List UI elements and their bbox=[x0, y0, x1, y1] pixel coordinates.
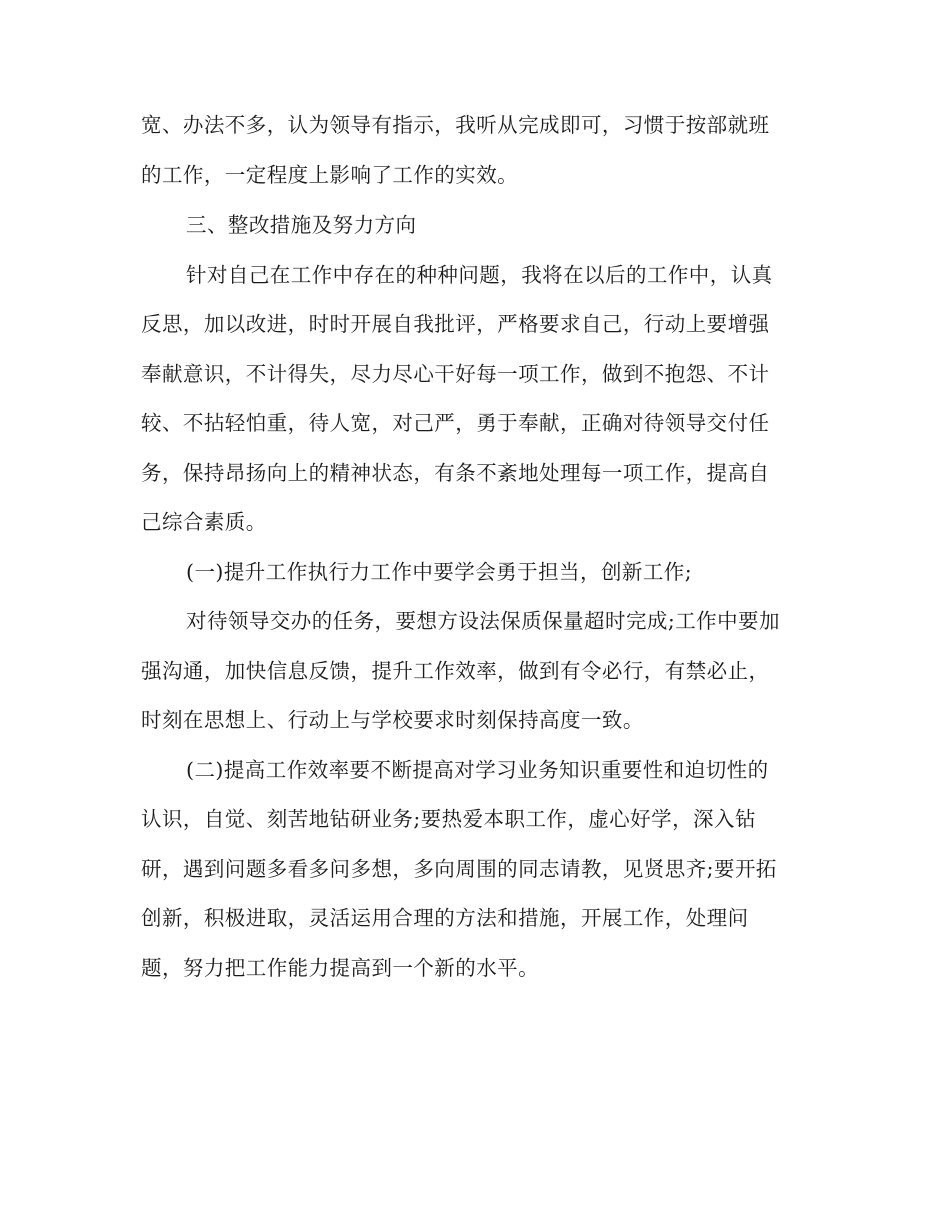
text-line: 研，遇到问题多看多问多想，多向周围的同志请教，见贤思齐;要开拓 bbox=[141, 857, 777, 881]
subsection-heading: (二)提高工作效率要不断提高对学习业务知识重要性和迫切性的 bbox=[186, 758, 769, 782]
text-line: 较、不拈轻怕重，待人宽，对己严，勇于奉献，正确对待领导交付任 bbox=[141, 411, 770, 435]
text-line: 认识，自觉、刻苦地钻研业务;要热爱本职工作，虚心好学，深入钻 bbox=[141, 807, 756, 831]
text-line: 的工作，一定程度上影响了工作的实效。 bbox=[141, 163, 519, 187]
section-heading: 三、整改措施及努力方向 bbox=[186, 213, 417, 237]
text-line: 务，保持昂扬向上的精神状态，有条不紊地处理每一项工作，提高自 bbox=[141, 461, 770, 485]
text-line: 创新，积极进取，灵活运用合理的方法和措施，开展工作，处理问 bbox=[141, 906, 749, 930]
text-line: 题，努力把工作能力提高到一个新的水平。 bbox=[141, 956, 540, 980]
text-line: 奉献意识，不计得失，尽力尽心干好每一项工作，做到不抱怨、不计 bbox=[141, 362, 770, 386]
text-line: 对待领导交办的任务，要想方设法保质保量超时完成;工作中要加 bbox=[186, 609, 780, 633]
text-line: 己综合素质。 bbox=[141, 510, 267, 534]
text-line: 强沟通，加快信息反馈，提升工作效率，做到有令必行，有禁必止， bbox=[141, 659, 770, 683]
text-line: 针对自己在工作中存在的种种问题，我将在以后的工作中，认真 bbox=[186, 263, 773, 287]
text-line: 宽、办法不多，认为领导有指示，我听从完成即可，习惯于按部就班 bbox=[141, 113, 770, 137]
subsection-heading: (一)提升工作执行力工作中要学会勇于担当，创新工作; bbox=[186, 560, 693, 584]
text-line: 反思，加以改进，时时开展自我批评，严格要求自己，行动上要增强 bbox=[141, 312, 770, 336]
text-line: 时刻在思想上、行动上与学校要求时刻保持高度一致。 bbox=[141, 708, 644, 732]
